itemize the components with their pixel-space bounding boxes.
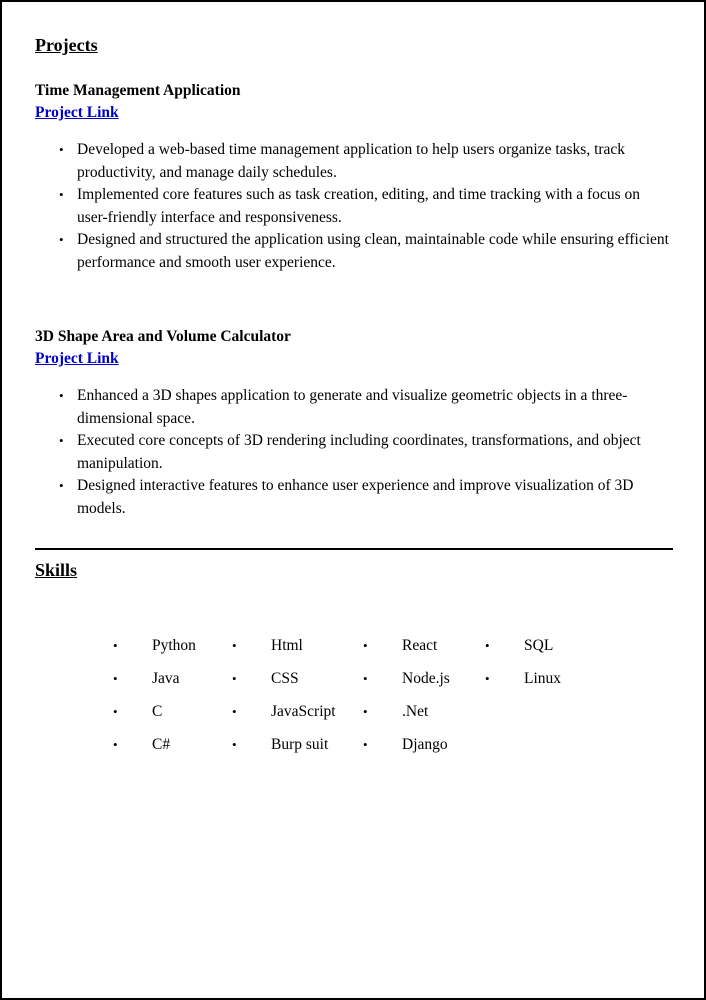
project-title: Time Management Application — [35, 82, 241, 99]
bullet-icon: • — [59, 187, 64, 202]
project-time-management — [35, 80, 673, 274]
skills-section-heading: Skills — [35, 560, 78, 580]
bullet-text: Designed interactive features to enhance user experience and improve visualization of 3D models. — [77, 477, 634, 517]
bullet-icon: • — [59, 232, 64, 247]
bullet-icon: • — [485, 637, 490, 653]
skill-item — [363, 670, 485, 688]
bullet-icon: • — [232, 670, 237, 686]
bullet-icon: • — [113, 637, 118, 653]
skill-label: JavaScript — [271, 702, 336, 720]
projects-section — [35, 34, 673, 520]
bullet-item — [59, 430, 673, 475]
bullet-item — [59, 184, 673, 229]
bullet-text: Executed core concepts of 3D rendering including coordinates, transformations, and object manipulation. — [77, 432, 641, 472]
skills-row — [113, 662, 673, 695]
skill-label: Html — [271, 636, 303, 654]
skills-section — [35, 559, 673, 761]
bullet-icon: • — [485, 670, 490, 686]
skills-row — [113, 695, 673, 728]
skill-item — [232, 703, 363, 721]
skill-item — [485, 670, 635, 688]
skills-grid — [113, 629, 673, 761]
bullet-text: Designed and structured the application using clean, maintainable code while ensuring efficient performance and smooth user experience. — [77, 231, 669, 271]
project-bullet-list — [35, 139, 673, 274]
skill-item — [232, 736, 363, 754]
skill-label: React — [402, 636, 438, 654]
skill-label: Node.js — [402, 669, 450, 687]
bullet-icon: • — [59, 142, 64, 157]
bullet-item — [59, 475, 673, 520]
section-divider — [35, 548, 673, 550]
project-title: 3D Shape Area and Volume Calculator — [35, 328, 291, 345]
skill-item — [363, 736, 485, 754]
skill-item — [113, 637, 232, 655]
skill-item — [485, 637, 635, 655]
project-link[interactable]: Project Link — [35, 104, 119, 121]
bullet-icon: • — [363, 637, 368, 653]
bullet-icon: • — [59, 433, 64, 448]
bullet-icon: • — [113, 670, 118, 686]
bullet-icon: • — [59, 478, 64, 493]
skill-label: CSS — [271, 669, 299, 687]
projects-section-heading: Projects — [35, 35, 98, 55]
bullet-icon: • — [59, 388, 64, 403]
skill-item — [363, 703, 485, 721]
skill-label: .Net — [402, 702, 429, 720]
bullet-icon: • — [232, 637, 237, 653]
skills-row — [113, 728, 673, 761]
bullet-item — [59, 139, 673, 184]
skill-item — [113, 670, 232, 688]
bullet-icon: • — [113, 736, 118, 752]
skills-row — [113, 629, 673, 662]
bullet-item — [59, 385, 673, 430]
skill-label: SQL — [524, 636, 554, 654]
page-content — [2, 2, 704, 761]
skill-item — [113, 703, 232, 721]
skill-label: Django — [402, 735, 448, 753]
skill-item — [232, 670, 363, 688]
bullet-text: Developed a web-based time management application to help users organize tasks, track productivity, and manage daily schedules. — [77, 141, 626, 181]
bullet-icon: • — [363, 736, 368, 752]
bullet-icon: • — [363, 703, 368, 719]
skill-label: Java — [152, 669, 180, 687]
skill-label: Linux — [524, 669, 562, 687]
bullet-text: Enhanced a 3D shapes application to generate and visualize geometric objects in a three-dimensional space. — [77, 387, 628, 427]
bullet-text: Implemented core features such as task creation, editing, and time tracking with a focus on user-friendly interface and responsiveness. — [77, 186, 640, 226]
project-link[interactable]: Project Link — [35, 350, 119, 367]
bullet-item — [59, 229, 673, 274]
skill-label: Burp suit — [271, 735, 329, 753]
skill-label: C# — [152, 735, 171, 753]
project-3d-shape-calculator — [35, 326, 673, 520]
project-bullet-list — [35, 385, 673, 520]
bullet-icon: • — [363, 670, 368, 686]
bullet-icon: • — [232, 703, 237, 719]
skill-label: C — [152, 702, 163, 720]
skill-label: Python — [152, 636, 196, 654]
skill-item — [232, 637, 363, 655]
bullet-icon: • — [232, 736, 237, 752]
bullet-icon: • — [113, 703, 118, 719]
skill-item — [363, 637, 485, 655]
skill-item — [113, 736, 232, 754]
